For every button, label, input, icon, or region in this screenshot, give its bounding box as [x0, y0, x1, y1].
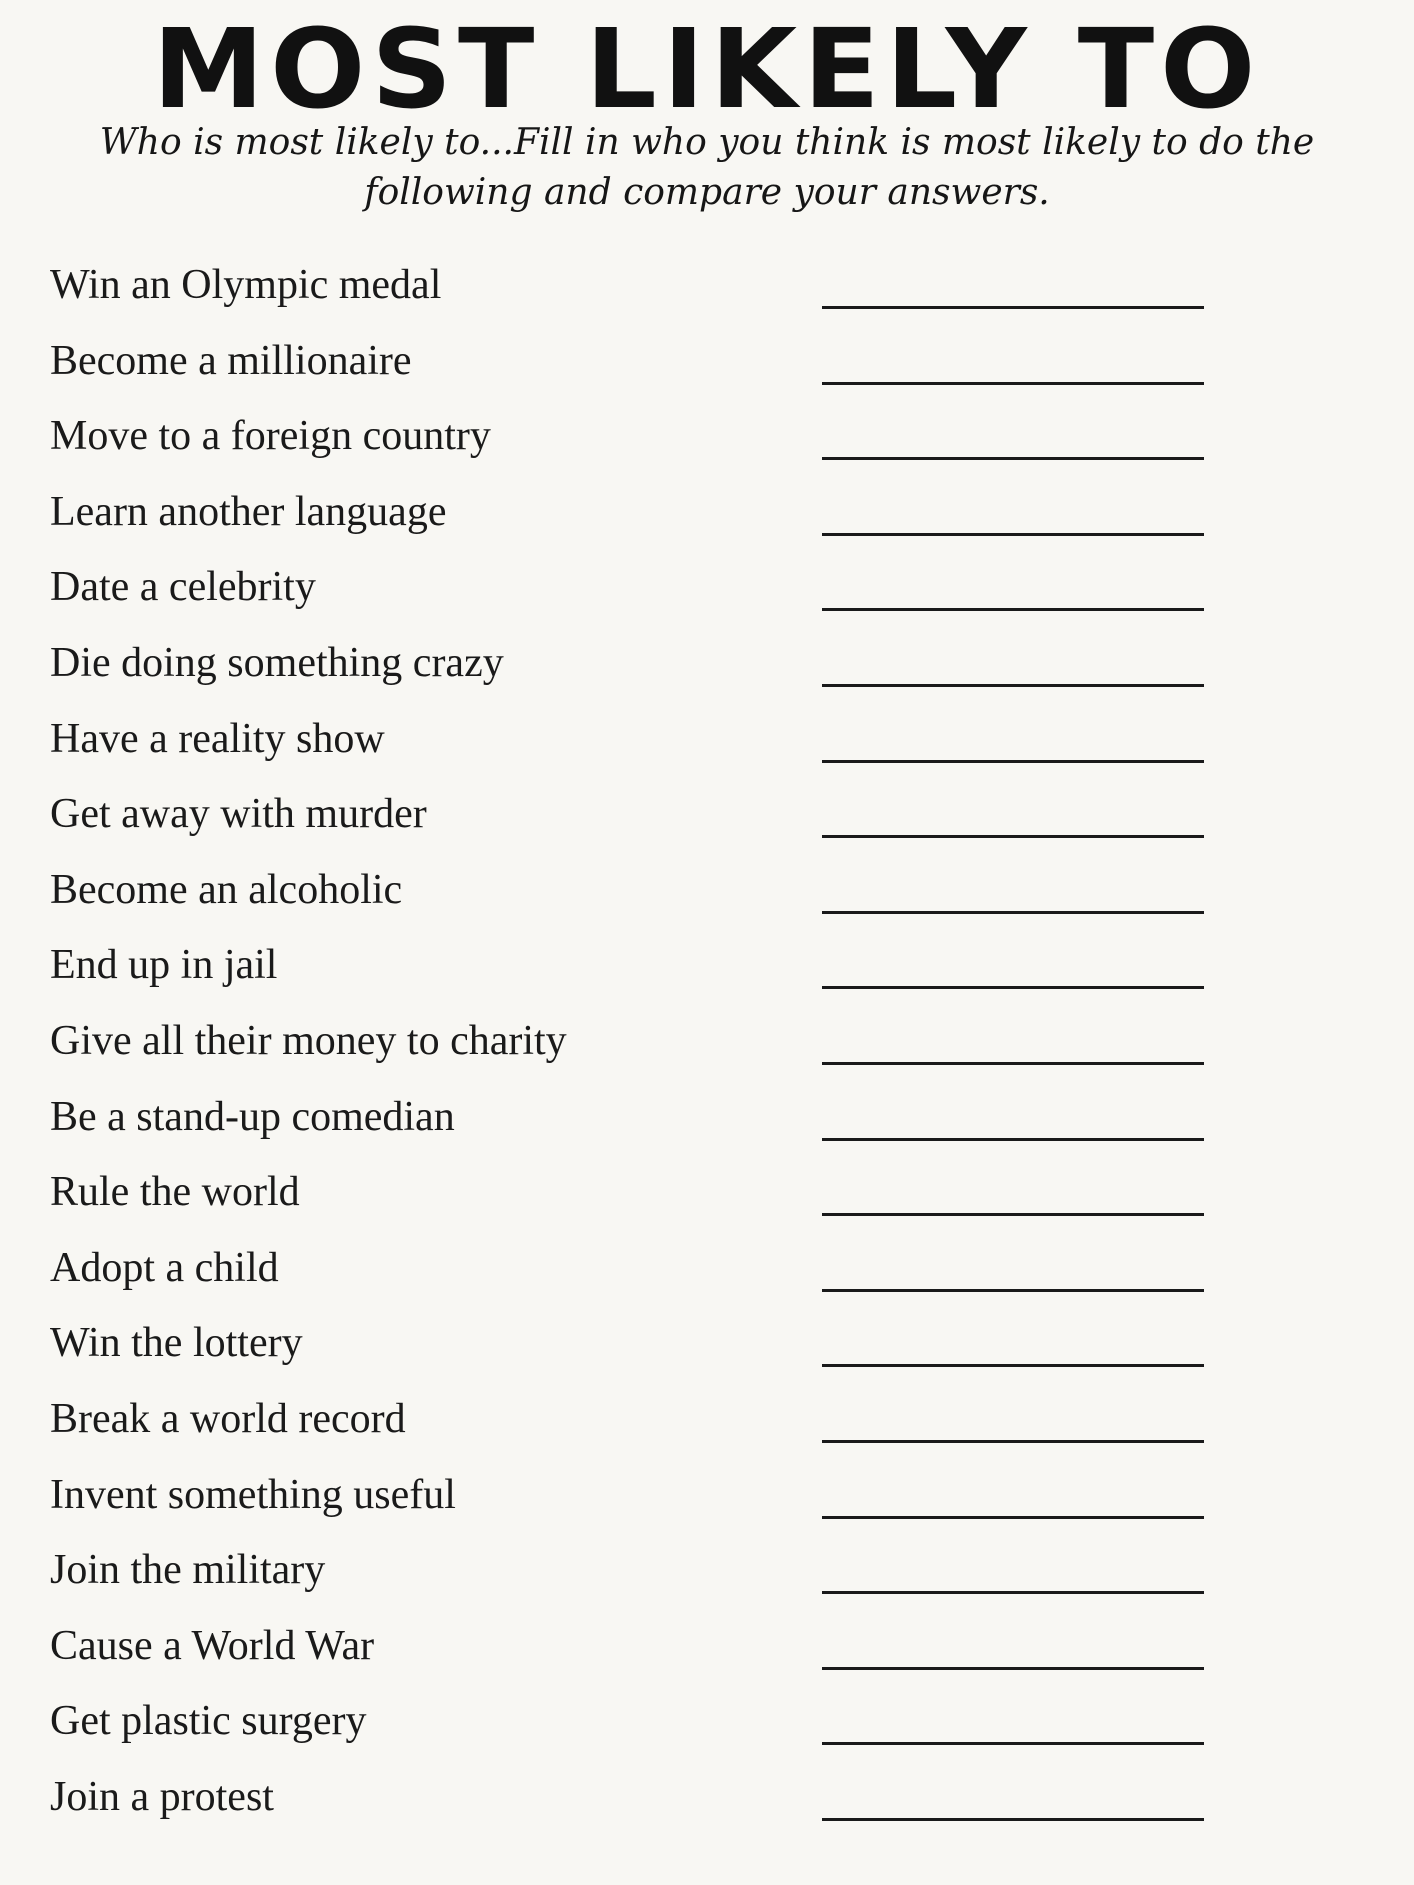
answer-blank[interactable]	[822, 1440, 1204, 1443]
list-item	[0, 1006, 1414, 1082]
answer-blank[interactable]	[822, 684, 1204, 687]
question-label: Win an Olympic medal	[50, 262, 442, 308]
answer-blank[interactable]	[822, 1364, 1204, 1367]
question-label: Give all their money to charity	[50, 1018, 567, 1064]
answer-blank[interactable]	[822, 1667, 1204, 1670]
answer-blank[interactable]	[822, 533, 1204, 536]
list-item	[0, 855, 1414, 931]
question-label: Win the lottery	[50, 1320, 303, 1367]
answer-blank[interactable]	[822, 760, 1204, 763]
question-label: End up in jail	[50, 942, 278, 989]
answer-blank[interactable]	[822, 608, 1204, 611]
question-label: Be a stand-up comedian	[50, 1093, 455, 1140]
question-label: Join the military	[50, 1547, 326, 1594]
answer-blank[interactable]	[822, 1138, 1204, 1141]
page-subtitle: Who is most likely to...Fill in who you think is most likely to do the following and compare your answers.	[99, 122, 1315, 213]
answer-blank[interactable]	[822, 1818, 1204, 1821]
question-label: Become a millionaire	[50, 337, 412, 384]
question-label: Learn another language	[50, 488, 447, 535]
answer-blank[interactable]	[822, 1062, 1204, 1065]
page-title: MOST LIKELY TO	[152, 6, 1262, 134]
list-item	[0, 1384, 1414, 1460]
question-label: Die doing something crazy	[50, 640, 504, 686]
list-item	[0, 1686, 1414, 1762]
answer-blank[interactable]	[822, 457, 1204, 460]
list-item	[0, 704, 1414, 780]
answer-blank[interactable]	[822, 911, 1204, 914]
question-label: Become an alcoholic	[50, 866, 403, 913]
question-label: Date a celebrity	[50, 564, 316, 611]
list-item	[0, 779, 1414, 855]
list-item	[0, 1308, 1414, 1384]
list-item	[0, 1082, 1414, 1158]
question-label: Get away with murder	[50, 791, 427, 838]
list-item	[0, 1611, 1414, 1687]
question-label: Break a world record	[50, 1396, 406, 1442]
answer-blank[interactable]	[822, 1289, 1204, 1292]
list-item	[0, 1157, 1414, 1233]
answer-blank[interactable]	[822, 306, 1204, 309]
list-item	[0, 552, 1414, 628]
answer-blank[interactable]	[822, 1213, 1204, 1216]
list-item	[0, 401, 1414, 477]
answer-blank[interactable]	[822, 1591, 1204, 1594]
list-item	[0, 930, 1414, 1006]
answer-blank[interactable]	[822, 1516, 1204, 1519]
list-item	[0, 1535, 1414, 1611]
question-label: Join a protest	[50, 1774, 274, 1820]
question-label: Rule the world	[50, 1169, 300, 1216]
question-label: Have a reality show	[50, 715, 385, 762]
list-item	[0, 1762, 1414, 1838]
question-label: Invent something useful	[50, 1471, 456, 1518]
answer-blank[interactable]	[822, 986, 1204, 989]
list-item	[0, 1233, 1414, 1309]
list-item	[0, 1460, 1414, 1536]
question-label: Move to a foreign country	[50, 413, 491, 460]
question-label: Adopt a child	[50, 1244, 279, 1291]
list-item	[0, 326, 1414, 402]
question-label: Cause a World War	[50, 1622, 375, 1669]
list-item	[0, 628, 1414, 704]
answer-blank[interactable]	[822, 382, 1204, 385]
list-item	[0, 477, 1414, 553]
list-item	[0, 250, 1414, 326]
answer-blank[interactable]	[822, 1742, 1204, 1745]
question-label: Get plastic surgery	[50, 1698, 367, 1745]
answer-blank[interactable]	[822, 835, 1204, 838]
